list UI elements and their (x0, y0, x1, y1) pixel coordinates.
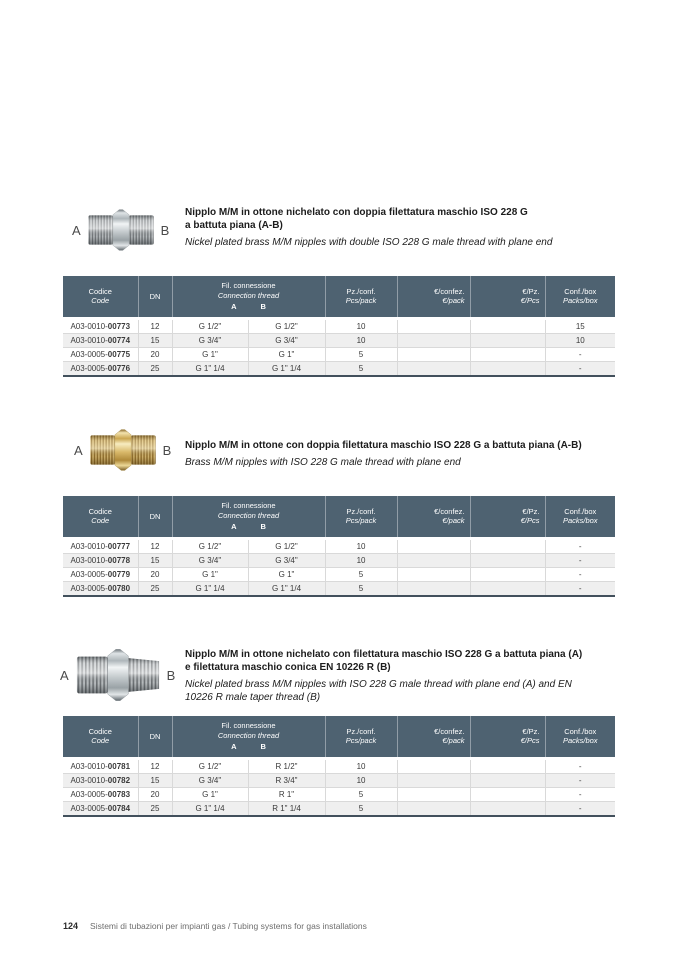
dn-cell: 12 (138, 758, 172, 773)
footer-text: Sistemi di tubazioni per impianti gas / Tubing systems for gas installations (90, 921, 367, 931)
table-row (63, 801, 615, 816)
thread-a-cell: G 1/2" (172, 758, 248, 773)
col-header-packs-box: Conf./box Packs/box (545, 496, 615, 538)
eur-pack-cell (397, 347, 470, 361)
title-english (185, 236, 552, 249)
packs-box-cell: - (545, 538, 615, 553)
nickel-nipple-image (86, 206, 156, 254)
packs-box-cell: - (545, 758, 615, 773)
col-header-dn: DN (138, 276, 172, 318)
dn-cell: 20 (138, 347, 172, 361)
pcs-pack-cell: 10 (325, 773, 397, 787)
product-1 (72, 206, 169, 254)
title-line: Nipplo M/M in ottone con doppia filettatura maschio ISO 228 G a battuta piana (A-B) (185, 440, 582, 451)
col-header-packs-box: Conf./box Packs/box (545, 276, 615, 318)
product-table-3 (63, 716, 615, 817)
pcs-pack-cell: 10 (325, 333, 397, 347)
dn-cell: 12 (138, 538, 172, 553)
pcs-pack-cell: 5 (325, 567, 397, 581)
thread-b-cell: R 1/2" (248, 758, 325, 773)
pcs-pack-cell: 10 (325, 758, 397, 773)
product-table-1 (63, 276, 615, 377)
title-line: Nickel plated brass M/M nipples with double ISO 228 G male thread with plane end (185, 237, 553, 248)
title-english (185, 456, 582, 469)
product-2 (74, 424, 171, 476)
col-header-dn: DN (138, 716, 172, 758)
table-row (63, 553, 615, 567)
thread-b-cell: G 1" (248, 347, 325, 361)
end-b-label: B (160, 222, 170, 238)
col-header-code: Codice Code (63, 716, 138, 758)
col-header-connection: Fil. connessione Connection thread A B (172, 276, 325, 318)
thread-a-cell: G 1" 1/4 (172, 801, 248, 816)
product-3 (60, 646, 175, 704)
thread-a-cell: G 3/4" (172, 773, 248, 787)
thread-a-cell: G 1" (172, 787, 248, 801)
table-row (63, 361, 615, 376)
table-row (63, 787, 615, 801)
code-cell: A03-0005-00779 (63, 567, 138, 581)
packs-box-cell: 10 (545, 333, 615, 347)
dn-cell: 20 (138, 787, 172, 801)
thread-a-cell: G 1" (172, 347, 248, 361)
title-english (185, 678, 582, 704)
col-header-pcs-pack: Pz./conf. Pcs/pack (325, 496, 397, 538)
product-2-description (185, 439, 582, 469)
thread-b-cell: R 1" 1/4 (248, 801, 325, 816)
packs-box-cell: - (545, 567, 615, 581)
code-cell: A03-0010-00778 (63, 553, 138, 567)
code-cell: A03-0005-00784 (63, 801, 138, 816)
thread-b-cell: G 3/4" (248, 553, 325, 567)
col-header-packs-box: Conf./box Packs/box (545, 716, 615, 758)
col-header-eur-pack: €/confez. €/pack (397, 276, 470, 318)
pcs-pack-cell: 5 (325, 361, 397, 376)
code-cell: A03-0010-00773 (70, 321, 131, 331)
eur-pcs-cell (470, 758, 545, 773)
thread-a-cell: G 1" (172, 567, 248, 581)
eur-pcs-cell (470, 787, 545, 801)
col-header-code: Codice Code (63, 276, 138, 318)
thread-a-cell: G 1" 1/4 (172, 581, 248, 596)
thread-a-cell: G 3/4" (172, 553, 248, 567)
eur-pcs-cell (470, 773, 545, 787)
title-italian (185, 206, 552, 232)
sub-col-b: B (260, 522, 266, 531)
end-a-label: A (72, 222, 81, 238)
eur-pcs-cell (470, 333, 545, 347)
packs-box-cell: - (545, 361, 615, 376)
eur-pcs-cell (470, 553, 545, 567)
thread-a-cell: G 1/2" (172, 538, 248, 553)
packs-box-cell: - (545, 553, 615, 567)
dn-cell: 25 (138, 361, 172, 376)
thread-b-cell: G 1" 1/4 (248, 581, 325, 596)
dn-cell: 15 (138, 553, 172, 567)
col-header-code: Codice Code (63, 496, 138, 538)
dn-cell: 25 (138, 801, 172, 816)
packs-box-cell: - (545, 347, 615, 361)
col-header-connection: Fil. connessione Connection thread A B (172, 716, 325, 758)
eur-pack-cell (397, 333, 470, 347)
eur-pcs-cell (470, 801, 545, 816)
table-row (63, 347, 615, 361)
table-row (63, 581, 615, 596)
code-cell: A03-0010-00777 (70, 541, 131, 551)
title-italian (185, 439, 582, 452)
sub-col-a: A (231, 302, 237, 311)
sub-col-b: B (260, 302, 266, 311)
eur-pack-cell (397, 538, 470, 553)
dn-cell: 12 (138, 318, 172, 333)
eur-pcs-cell (470, 361, 545, 376)
pcs-pack-cell: 5 (325, 347, 397, 361)
title-line: 10226 R male taper thread (B) (185, 692, 321, 703)
thread-b-cell: G 1" (248, 567, 325, 581)
code-cell: A03-0005-00775 (63, 347, 138, 361)
col-header-eur-pcs: €/Pz. €/Pcs (470, 716, 545, 758)
code-cell: A03-0005-00783 (63, 787, 138, 801)
thread-b-cell: R 3/4" (248, 773, 325, 787)
page-number: 124 (63, 921, 79, 931)
table-header-row (63, 716, 615, 758)
brass-nipple-image (88, 424, 158, 476)
end-a-label: A (74, 442, 83, 458)
sub-col-b: B (260, 742, 266, 751)
col-header-pcs-pack: Pz./conf. Pcs/pack (325, 276, 397, 318)
pcs-pack-cell: 5 (325, 801, 397, 816)
end-b-label: B (166, 667, 176, 683)
code-cell: A03-0005-00776 (63, 361, 138, 376)
table-row (63, 318, 615, 333)
packs-box-cell: - (545, 581, 615, 596)
col-header-eur-pcs: €/Pz. €/Pcs (470, 496, 545, 538)
title-line: Brass M/M nipples with ISO 228 G male thread with plane end (185, 457, 461, 468)
eur-pack-cell (397, 553, 470, 567)
title-italian (185, 648, 582, 674)
thread-b-cell: R 1" (248, 787, 325, 801)
eur-pack-cell (397, 361, 470, 376)
packs-box-cell: 15 (545, 318, 615, 333)
code-cell: A03-0010-00781 (70, 761, 131, 771)
col-header-eur-pack: €/confez. €/pack (397, 496, 470, 538)
product-3-description (185, 648, 582, 704)
dn-cell: 15 (138, 773, 172, 787)
eur-pcs-cell (470, 567, 545, 581)
thread-b-cell: G 3/4" (248, 333, 325, 347)
eur-pcs-cell (470, 318, 545, 333)
code-cell: A03-0010-00782 (63, 773, 138, 787)
pcs-pack-cell: 5 (325, 581, 397, 596)
sub-col-a: A (231, 522, 237, 531)
dn-cell: 15 (138, 333, 172, 347)
eur-pack-cell (397, 787, 470, 801)
code-cell: A03-0005-00780 (63, 581, 138, 596)
table-row (63, 333, 615, 347)
packs-box-cell: - (545, 787, 615, 801)
col-header-eur-pcs: €/Pz. €/Pcs (470, 276, 545, 318)
table-header-row (63, 496, 615, 538)
eur-pack-cell (397, 318, 470, 333)
thread-a-cell: G 1/2" (172, 318, 248, 333)
pcs-pack-cell: 10 (325, 553, 397, 567)
packs-box-cell: - (545, 773, 615, 787)
eur-pack-cell (397, 801, 470, 816)
col-header-pcs-pack: Pz./conf. Pcs/pack (325, 716, 397, 758)
title-line: a battuta piana (A-B) (185, 220, 283, 231)
table-header-row (63, 276, 615, 318)
title-line: Nipplo M/M in ottone nichelato con filettatura maschio ISO 228 G a battuta piana (A) (185, 649, 583, 660)
col-header-connection: Fil. connessione Connection thread A B (172, 496, 325, 538)
packs-box-cell: - (545, 801, 615, 816)
thread-a-cell: G 3/4" (172, 333, 248, 347)
nickel-taper-nipple-image (74, 646, 162, 704)
product-table-2 (63, 496, 615, 597)
table-row (63, 567, 615, 581)
eur-pack-cell (397, 758, 470, 773)
sub-col-a: A (231, 742, 237, 751)
eur-pack-cell (397, 581, 470, 596)
product-1-description (185, 206, 552, 249)
eur-pcs-cell (470, 581, 545, 596)
title-line: e filettatura maschio conica EN 10226 R (B) (185, 662, 391, 673)
col-header-eur-pack: €/confez. €/pack (397, 716, 470, 758)
eur-pack-cell (397, 567, 470, 581)
thread-b-cell: G 1" 1/4 (248, 361, 325, 376)
table-row (63, 773, 615, 787)
dn-cell: 20 (138, 567, 172, 581)
table-row (63, 538, 615, 553)
page-footer (63, 921, 367, 931)
pcs-pack-cell: 10 (325, 318, 397, 333)
dn-cell: 25 (138, 581, 172, 596)
title-line: Nickel plated brass M/M nipples with ISO 228 G male thread with plane end (A) and EN (185, 679, 572, 690)
thread-b-cell: G 1/2" (248, 318, 325, 333)
code-cell: A03-0010-00774 (63, 333, 138, 347)
eur-pcs-cell (470, 538, 545, 553)
eur-pcs-cell (470, 347, 545, 361)
thread-a-cell: G 1" 1/4 (172, 361, 248, 376)
title-line: Nipplo M/M in ottone nichelato con doppia filettatura maschio ISO 228 G (185, 207, 528, 218)
eur-pack-cell (397, 773, 470, 787)
table-row (63, 758, 615, 773)
end-b-label: B (162, 442, 172, 458)
pcs-pack-cell: 5 (325, 787, 397, 801)
thread-b-cell: G 1/2" (248, 538, 325, 553)
col-header-dn: DN (138, 496, 172, 538)
end-a-label: A (60, 667, 69, 683)
pcs-pack-cell: 10 (325, 538, 397, 553)
